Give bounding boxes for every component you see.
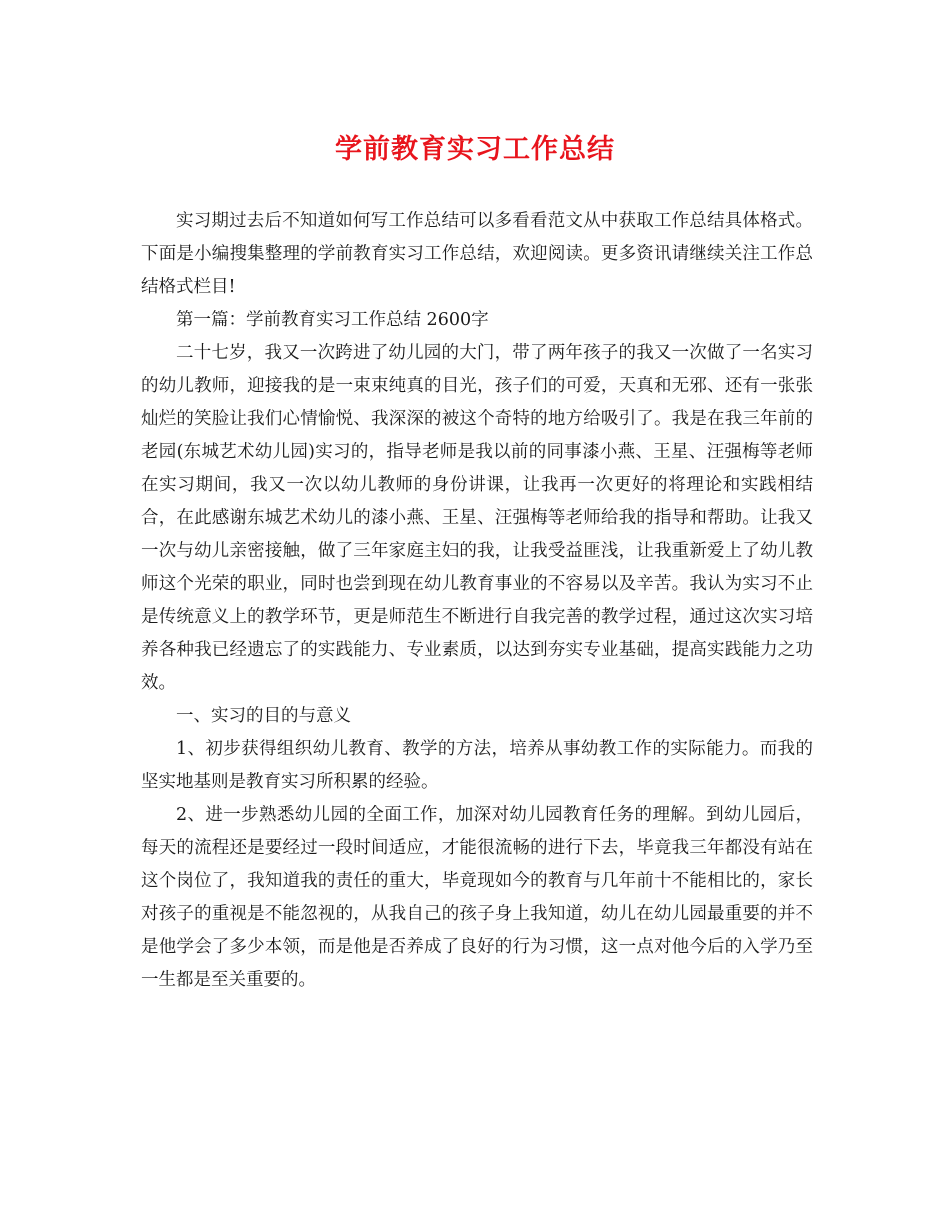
body-paragraph: 二十七岁，我又一次跨进了幼儿园的大门，带了两年孩子的我又一次做了一名实习的幼儿教师，迎接我的是一束束纯真的目光，孩子们的可爱，天真和无邪、还有一张张灿烂的笑脸让我们心情愉悦、我深深的被这个奇特的地方给吸引了。我是在我三年前的老园(东城艺术幼儿园)实习的，指导老师是我以前的同事漆小燕、王星、汪强梅等老师在实习期间，我又一次以幼儿教师的身份讲课，让我再一次更好的将理论和实践相结合，在此感谢东城艺术幼儿的漆小燕、王星、汪强梅等老师给我的指导和帮助。让我又一次与幼儿亲密接触，做了三年家庭主妇的我，让我受益匪浅，让我重新爱上了幼儿教师这个光荣的职业，同时也尝到现在幼儿教育事业的不容易以及辛苦。我认为实习不止是传统意义上的教学环节，更是师范生不断进行自我完善的教学过程，通过这次实习培养各种我已经遗忘了的实践能力、专业素质，以达到夯实专业基础，提高实践能力之功效。 (141, 343, 813, 693)
list-item: 2、进一步熟悉幼儿园的全面工作，加深对幼儿园教育任务的理解。到幼儿园后，每天的流程还是要经过一段时间适应，才能很流畅的进行下去，毕竟我三年都没有站在这个岗位了，我知道我的责任的重大，毕竟现如今的教育与几年前十不能相比的，家长对孩子的重视是不能忽视的，从我自己的孩子身上我知道，幼儿在幼儿园最重要的并不是他学会了多少本领，而是他是否养成了良好的行为习惯，这一点对他今后的入学乃至一生都是至关重要的。 (141, 805, 813, 990)
chapter-heading: 第一篇：学前教育实习工作总结 2600字 (176, 310, 489, 330)
section-heading: 一、实习的目的与意义 (176, 706, 351, 726)
list-item: 1、初步获得组织幼儿教育、教学的方法，培养从事幼教工作的实际能力。而我的坚实地基则是教育实习所积累的经验。 (141, 739, 813, 792)
document-body (141, 205, 813, 997)
intro-paragraph: 实习期过去后不知道如何写工作总结可以多看看范文从中获取工作总结具体格式。下面是小编搜集整理的学前教育实习工作总结，欢迎阅读。更多资讯请继续关注工作总结格式栏目! (141, 211, 813, 297)
document-title: 学前教育实习工作总结 (335, 134, 615, 165)
